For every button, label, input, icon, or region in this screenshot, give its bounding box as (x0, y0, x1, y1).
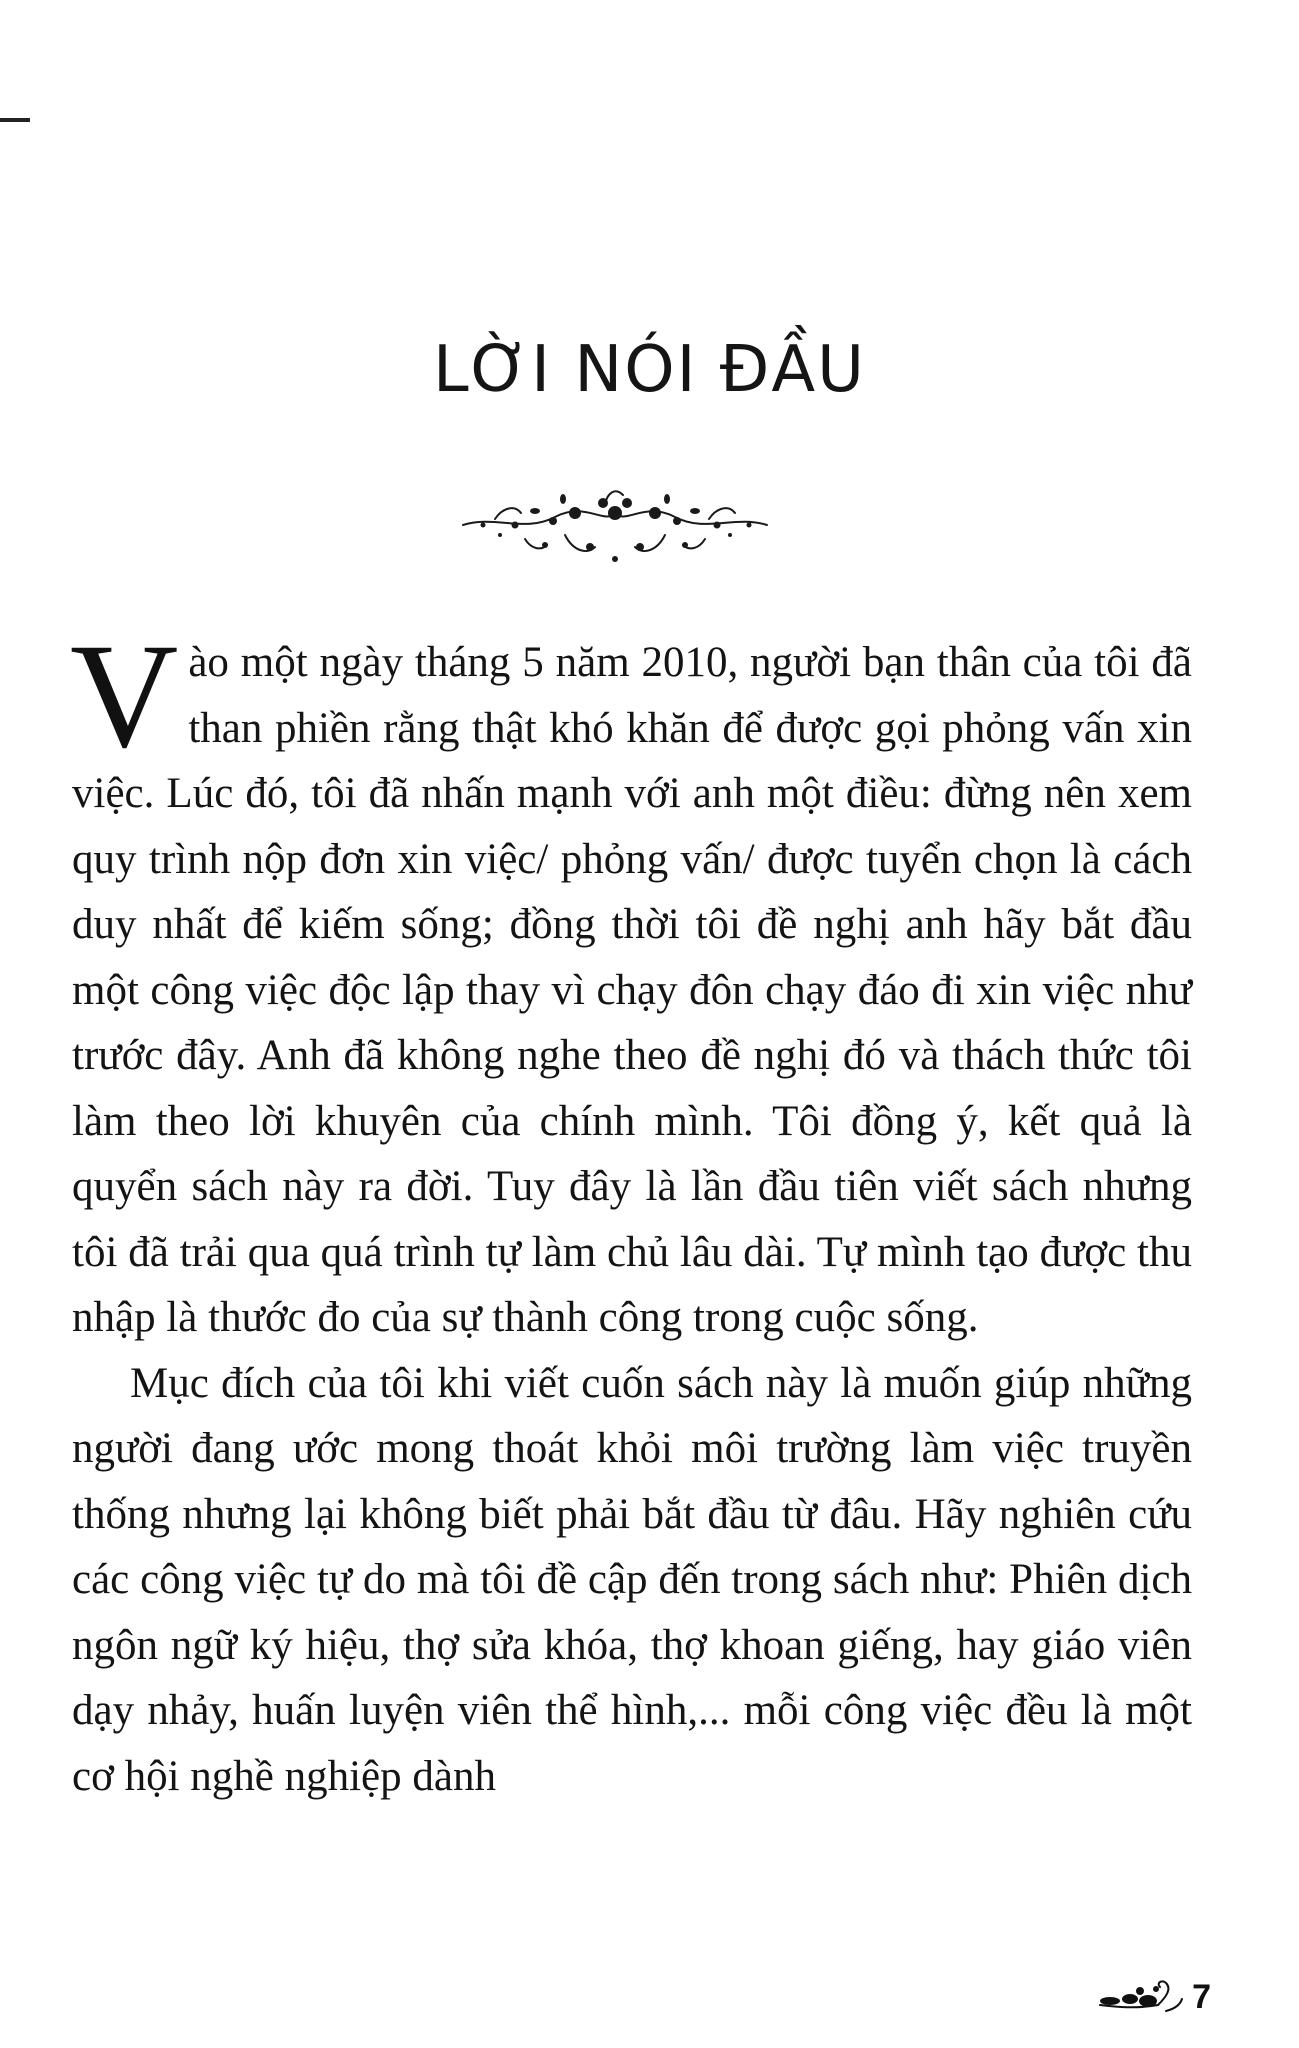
paragraph-1 (70, 613, 1192, 1351)
page-number: 7 (1192, 1977, 1211, 2016)
paragraph-2: Mục đích của tôi khi viết cuốn sách này là muốn giúp những người đang ước mong thoát khỏi môi trường làm việc truyền thống nhưng lại không biết phải bắt đầu từ đâu. Hãy nghiên cứu các công việc tự do mà tôi đề cập đến trong sách như: Phiên dịch ngôn ngữ ký hiệu, thợ sửa khóa, thợ khoan giếng, hay giáo viên dạy nhảy, huấn luyện viên thể hình,... mỗi công việc đều là một cơ hội nghề nghiệp dành (72, 1359, 1192, 1800)
chapter-title: LỜI NÓI ĐẦU (433, 332, 866, 407)
page-edge-mark (0, 118, 30, 122)
paragraph-1-text: ào một ngày tháng 5 năm 2010, người bạn thân của tôi đã than phiền rằng thật khó khăn để được gọi phỏng vấn xin việc. Lúc đó, tôi đã nhấn mạnh với anh một điều: đừng nên xem quy trình nộp đơn xin việc/ phỏng vấn/ được tuyển chọn là cách duy nhất để kiếm sống; đồng thời tôi đề nghị anh hãy bắt đầu một công việc độc lập thay vì chạy đôn chạy đáo đi xin việc như trước đây. Anh đã không nghe theo đề nghị đó và thách thức tôi làm theo lời khuyên của chính mình. Tôi đồng ý, kết quả là quyển sách này ra đời. Tuy đây là lần đầu tiên viết sách nhưng tôi đã trải qua quá trình tự làm chủ lâu dài. Tự mình tạo được thu nhập là thước đo của sự thành công trong cuộc sống. (72, 639, 1192, 1341)
page-footer (1096, 1975, 1211, 2019)
floral-vine-ornament-icon (455, 455, 775, 570)
floral-footer-icon (1096, 1975, 1186, 2019)
body-text (70, 613, 1192, 1809)
drop-cap: V (70, 613, 179, 779)
